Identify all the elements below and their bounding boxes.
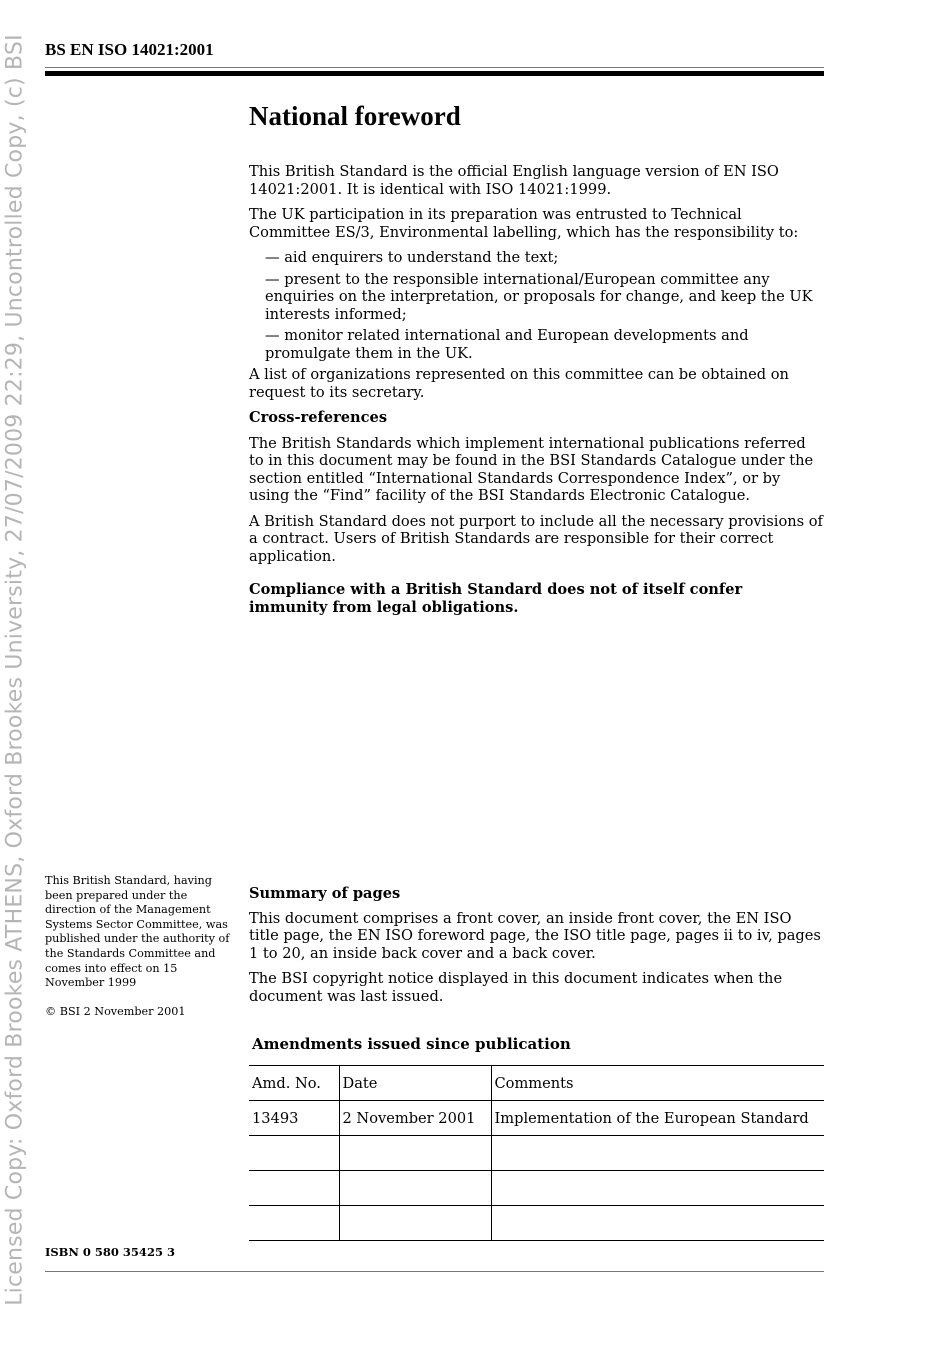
page-title: National foreword bbox=[249, 101, 461, 131]
responsibility-list bbox=[249, 249, 824, 362]
list-item: — monitor related international and European developments and promulgate them in the UK. bbox=[265, 327, 749, 362]
sidebar bbox=[45, 874, 230, 1019]
column-header: Comments bbox=[491, 1066, 824, 1101]
table-cell bbox=[249, 1206, 339, 1241]
table-row bbox=[249, 1206, 824, 1241]
table-cell bbox=[491, 1206, 824, 1241]
table-header-row bbox=[249, 1066, 824, 1101]
table-cell bbox=[491, 1171, 824, 1206]
table-cell bbox=[339, 1171, 491, 1206]
column-header: Amd. No. bbox=[249, 1066, 339, 1101]
paragraph-intro: This British Standard is the official English language version of EN ISO 14021:2001. It is identical with ISO 14021:1999. bbox=[249, 163, 779, 198]
paragraph-crossref: The British Standards which implement international publications referred to in this document may be found in the BSI Standards Catalogue under the section entitled “International Standards Correspondence Index”, or by using the “Find” facility of the BSI Standards Electronic Catalogue. bbox=[249, 434, 814, 504]
summary-heading: Summary of pages bbox=[249, 885, 401, 902]
copyright-notice-paragraph: The BSI copyright notice displayed in this document indicates when the document was last issued. bbox=[249, 970, 783, 1005]
table-cell bbox=[491, 1136, 824, 1171]
column-header: Date bbox=[339, 1066, 491, 1101]
table-cell: Implementation of the European Standard bbox=[491, 1101, 824, 1136]
table-cell: 13493 bbox=[249, 1101, 339, 1136]
crossref-heading: Cross-references bbox=[249, 409, 388, 426]
table-cell bbox=[339, 1206, 491, 1241]
table-row bbox=[249, 1171, 824, 1206]
isbn: ISBN 0 580 35425 3 bbox=[45, 1245, 175, 1259]
watermark bbox=[0, 0, 30, 1345]
header-rule-thick bbox=[45, 71, 824, 76]
table-cell bbox=[249, 1136, 339, 1171]
paragraph-contract: A British Standard does not purport to include all the necessary provisions of a contract. Users of British Standards are responsible for their correct application. bbox=[249, 512, 823, 565]
table-cell: 2 November 2001 bbox=[339, 1101, 491, 1136]
document-id: BS EN ISO 14021:2001 bbox=[45, 40, 214, 59]
list-item: — present to the responsible international/European committee any enquiries on the interpretation, or proposals for change, and keep the UK interests informed; bbox=[265, 270, 813, 323]
paragraph-committee: The UK participation in its preparation was entrusted to Technical Committee ES/3, Environmental labelling, which has the responsibility to: bbox=[249, 206, 799, 241]
table-row bbox=[249, 1136, 824, 1171]
summary-of-pages bbox=[249, 885, 824, 1013]
sidebar-copyright: © BSI 2 November 2001 bbox=[45, 1004, 186, 1018]
watermark-text: Licensed Copy: Oxford Brookes ATHENS, Oxford Brookes University, 27/07/2009 22:29, Uncontrolled Copy, (c) BSI bbox=[2, 34, 28, 1306]
table-cell bbox=[249, 1171, 339, 1206]
table-cell bbox=[339, 1136, 491, 1171]
sidebar-text: This British Standard, having been prepared under the direction of the Management Systems Sector Committee, was published under the authority of the Standards Committee and comes into effect on 15 November 1999 bbox=[45, 874, 230, 990]
list-item: — aid enquirers to understand the text; bbox=[265, 249, 559, 266]
foreword-body bbox=[249, 163, 824, 624]
summary-paragraph: This document comprises a front cover, an inside front cover, the EN ISO title page, the EN ISO foreword page, the ISO title page, pages ii to iv, pages 1 to 20, an inside back cover and a back cover. bbox=[249, 909, 821, 962]
compliance-statement: Compliance with a British Standard does not of itself confer immunity from legal obligations. bbox=[249, 581, 743, 616]
paragraph-organizations: A list of organizations represented on this committee can be obtained on request to its secretary. bbox=[249, 366, 789, 401]
amendments-table bbox=[249, 1065, 824, 1241]
table-row bbox=[249, 1101, 824, 1136]
footer-rule bbox=[45, 1271, 824, 1272]
amendments-title: Amendments issued since publication bbox=[252, 1035, 571, 1053]
header-rule-thin bbox=[45, 67, 824, 68]
